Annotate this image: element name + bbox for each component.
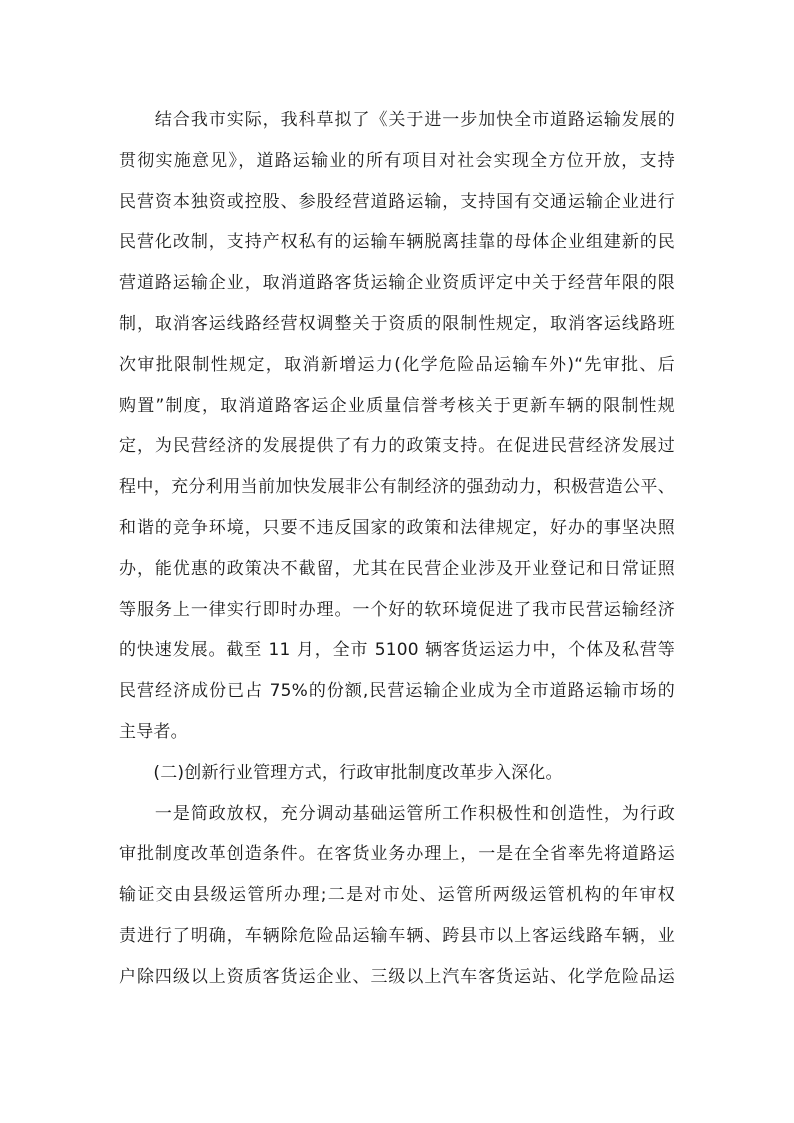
text-line: 定，为民营经济的发展提供了有力的政策支持。在促进民营经济发展过 — [119, 436, 675, 457]
text-line: 民营经济成份已占 75%的份额,民营运输企业成为全市道路运输市场的 — [119, 681, 675, 702]
text-line: 次审批限制性规定，取消新增运力(化学危险品运输车外)“先审批、后 — [119, 354, 675, 375]
text-line: 等服务上一律实行即时办理。一个好的软环境促进了我市民营运输经济 — [119, 599, 675, 620]
document-body — [119, 100, 675, 998]
text-line: 制，取消客运线路经营权调整关于资质的限制性规定，取消客运线路班 — [119, 313, 675, 334]
text-line: 程中，充分利用当前加快发展非公有制经济的强劲动力，积极营造公平、 — [119, 477, 675, 498]
text-line: 主导者。 — [119, 721, 188, 742]
text-line: 民营资本独资或控股、参股经营道路运输，支持国有交通运输企业进行 — [119, 191, 675, 212]
text-line: 户除四级以上资质客货运企业、三级以上汽车客货运站、化学危险品运 — [119, 966, 675, 987]
text-line: 输证交由县级运管所办理;二是对市处、运管所两级运管机构的年审权 — [119, 885, 675, 906]
text-line: 审批制度改革创造条件。在客货业务办理上，一是在全省率先将道路运 — [119, 844, 675, 865]
text-line: 办，能优惠的政策决不截留，尤其在民营企业涉及开业登记和日常证照 — [119, 558, 675, 579]
text-line: 的快速发展。截至 11 月，全市 5100 辆客货运运力中，个体及私营等 — [119, 640, 675, 661]
section-heading: (二)创新行业管理方式，行政审批制度改革步入深化。 — [119, 762, 563, 783]
text-line: 购置”制度，取消道路客运企业质量信誉考核关于更新车辆的限制性规 — [119, 395, 675, 416]
text-line: 营道路运输企业，取消道路客货运输企业资质评定中关于经营年限的限 — [119, 273, 675, 294]
text-line: 贯彻实施意见》，道路运输业的所有项目对社会实现全方位开放，支持 — [119, 150, 675, 171]
text-line: 民营化改制，支持产权私有的运输车辆脱离挂靠的母体企业组建新的民 — [119, 232, 675, 253]
text-line: 一是简政放权，充分调动基础运管所工作积极性和创造性，为行政 — [119, 803, 675, 824]
text-line: 结合我市实际，我科草拟了《关于进一步加快全市道路运输发展的 — [119, 110, 675, 130]
text-line: 责进行了明确，车辆除危险品运输车辆、跨县市以上客运线路车辆，业 — [119, 925, 675, 946]
text-line: 和谐的竞争环境，只要不违反国家的政策和法律规定，好办的事坚决照 — [119, 517, 675, 538]
